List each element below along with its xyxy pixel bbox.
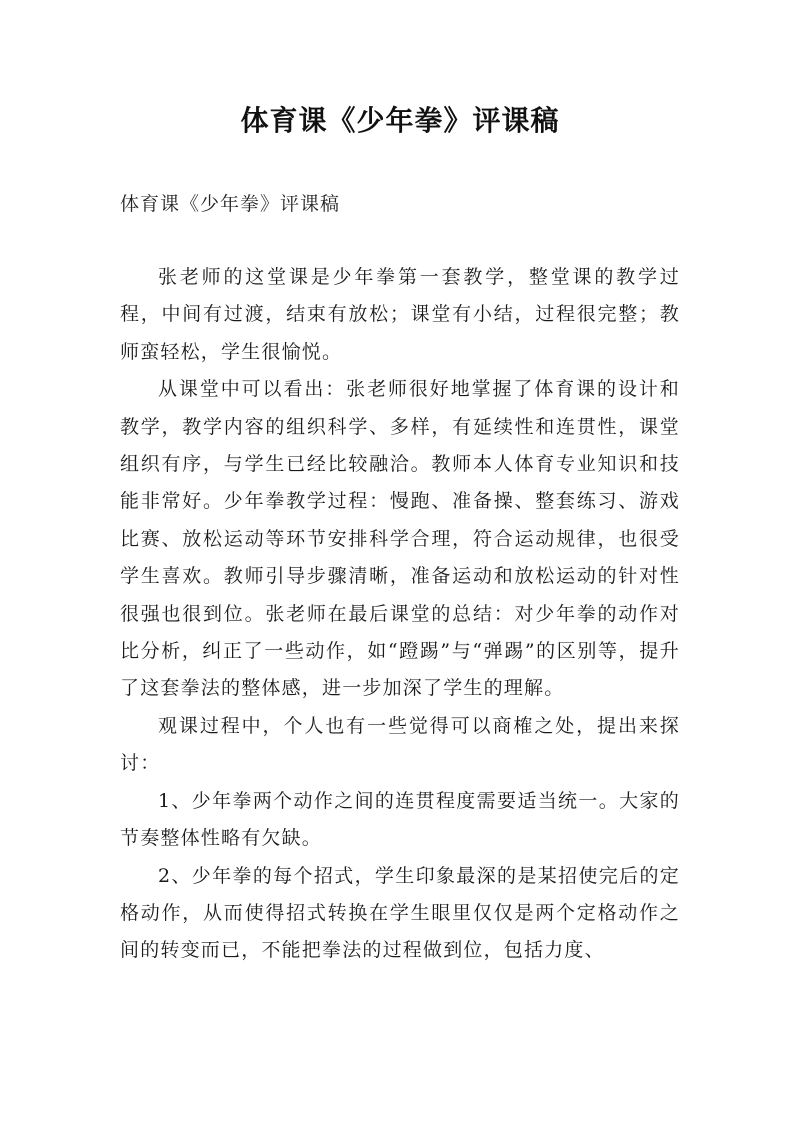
paragraph-5: 2、少年拳的每个招式，学生印象最深的是某招使完后的定格动作，从而使得招式转换在学生眼里仅仅是两个定格动作之间的转变而已，不能把拳法的过程做到位，包括力度、 bbox=[120, 864, 680, 962]
document-body bbox=[120, 259, 680, 970]
paragraph-3: 观课过程中，个人也有一些觉得可以商榷之处，提出来探讨： bbox=[120, 714, 680, 775]
paragraph-2: 从课堂中可以看出：张老师很好地掌握了体育课的设计和教学，教学内容的组织科学、多样，有延续性和连贯性，课堂组织有序，与学生已经比较融洽。教师本人体育专业知识和技能非常好。少年拳教学过程：慢跑、准备操、整套练习、游戏比赛、放松运动等环节安排科学合理，符合运动规律，也很受学生喜欢。教师引导步骤清晰，准备运动和放松运动的针对性很强也很到位。张老师在最后课堂的总结：对少年拳的动作对比分析，纠正了一些动作，如“蹬踢”与“弹踢”的区别等，提升了这套拳法的整体感，进一步加深了学生的理解。 bbox=[120, 378, 680, 700]
paragraph-4: 1、少年拳两个动作之间的连贯程度需要适当统一。大家的节奏整体性略有欠缺。 bbox=[120, 789, 680, 850]
document-title: 体育课《少年拳》评课稿 bbox=[240, 104, 560, 137]
document-subtitle: 体育课《少年拳》评课稿 bbox=[120, 193, 341, 215]
paragraph-1: 张老师的这堂课是少年拳第一套教学，整堂课的教学过程，中间有过渡，结束有放松；课堂有小结，过程很完整；教师蛮轻松，学生很愉悦。 bbox=[120, 266, 680, 363]
